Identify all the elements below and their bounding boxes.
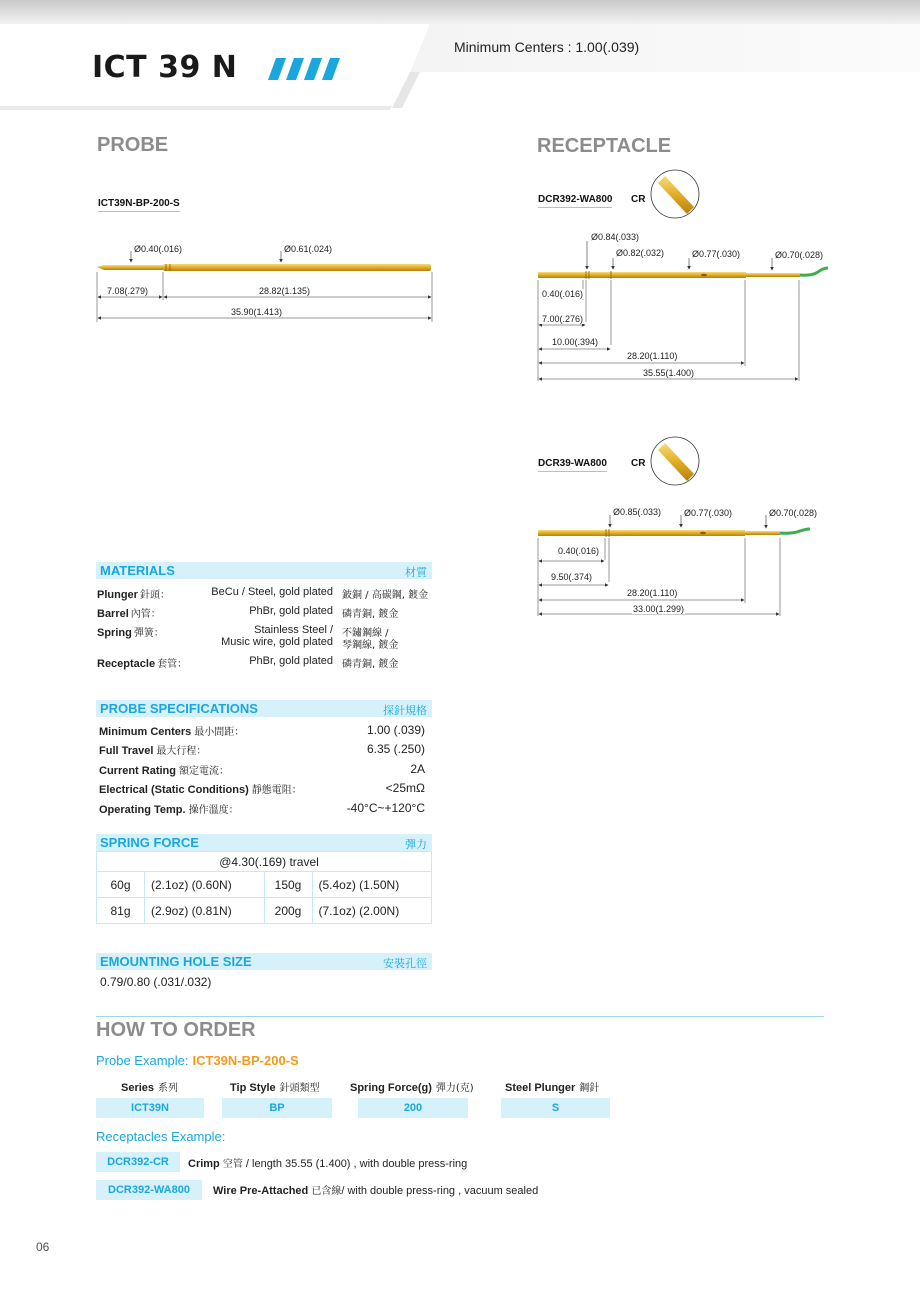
- r2-dim-l1: 0.40(.016): [558, 546, 600, 556]
- stripes-logo-icon: [268, 58, 348, 82]
- material-value-zh-line2: 琴鋼線, 鍍金: [342, 640, 399, 651]
- order-col-label-zh: 針頭類型: [279, 1083, 320, 1094]
- r1-dim-l3: 10.00(.394): [552, 337, 599, 347]
- receptacles-example-label: Receptacles Example:: [96, 1129, 226, 1144]
- r1-dim-l5: 35.55(1.400): [643, 368, 695, 378]
- receptacle-1-part-code: DCR392-WA800: [538, 194, 612, 208]
- spec-label: Full Travel: [99, 745, 154, 757]
- spring-force-title-zh: 彈力: [405, 838, 427, 851]
- order-col-label: Tip Style: [230, 1082, 276, 1094]
- spec-value: 6.35 (.250): [366, 742, 425, 756]
- spec-row-min-centers: [99, 723, 425, 738]
- r1-dim-l4: 28.20(1.110): [627, 351, 678, 361]
- order-col-series: [121, 1079, 178, 1094]
- material-label: Receptacle: [97, 658, 156, 670]
- spec-label: Minimum Centers: [99, 726, 192, 738]
- receptacle-1-cr-label: CR: [631, 194, 646, 205]
- receptacle-section-title: RECEPTACLE: [537, 135, 672, 157]
- probe-barrel-length: 28.82(1.135): [259, 286, 311, 296]
- order-value-tip-style: BP: [222, 1098, 332, 1118]
- r2-dim-l2: 9.50(.374): [551, 572, 593, 582]
- material-value-line2: Music wire, gold plated: [221, 636, 333, 648]
- receptacle-desc-bold: Wire Pre-Attached: [213, 1185, 309, 1197]
- r1-dim-d1: Ø0.84(.033): [591, 232, 640, 242]
- page-title: ICT 39 N: [92, 50, 238, 85]
- order-value-series: ICT39N: [96, 1098, 204, 1118]
- probe-part-code: ICT39N-BP-200-S: [98, 198, 180, 212]
- force-grams: 150g: [264, 872, 312, 898]
- spec-label-zh: 靜態電阻：: [251, 785, 302, 796]
- mounting-header: [96, 953, 432, 970]
- materials-title: MATERIALS: [100, 563, 175, 578]
- spec-value: <25mΩ: [385, 781, 425, 795]
- spec-value: -40°C~+120°C: [346, 801, 425, 815]
- force-values: (2.9oz) (0.81N): [145, 898, 265, 924]
- spec-label-zh: 最大行程：: [156, 746, 207, 757]
- material-value: PhBr, gold plated: [249, 655, 333, 667]
- r2-dim-l3: 28.20(1.110): [627, 588, 678, 598]
- material-label: Barrel: [97, 608, 129, 620]
- receptacle-desc-crimp: [188, 1155, 467, 1170]
- material-value-zh: 磷青銅, 鍍金: [342, 659, 399, 670]
- receptacle-desc-zh: 空管: [222, 1159, 243, 1170]
- material-value: Stainless Steel /: [254, 624, 333, 636]
- force-values: (2.1oz) (0.60N): [145, 872, 265, 898]
- probe-tip-length: 7.08(.279): [107, 286, 149, 296]
- spec-value: 2A: [410, 762, 425, 776]
- spec-row-electrical: [99, 781, 425, 796]
- material-label-zh: 內管：: [130, 609, 161, 620]
- spec-row-full-travel: [99, 742, 425, 757]
- spec-label-zh: 最小間距：: [194, 727, 245, 738]
- r2-dim-d3: Ø0.70(.028): [769, 508, 818, 518]
- order-value-spring-force: 200: [358, 1098, 468, 1118]
- order-col-label: Series: [121, 1082, 155, 1094]
- spec-label-zh: 額定電流：: [179, 766, 229, 777]
- receptacle-desc-bold: Crimp: [188, 1158, 220, 1170]
- specs-title: PROBE SPECIFICATIONS: [100, 701, 258, 716]
- material-value: PhBr, gold plated: [249, 605, 333, 617]
- material-label-zh: 彈簧：: [133, 628, 164, 639]
- probe-section-title: PROBE: [97, 134, 169, 156]
- material-value-zh: 不鏽鋼線 /: [342, 628, 389, 639]
- material-value: BeCu / Steel, gold plated: [211, 586, 333, 598]
- receptacle-desc-text: / with double press-ring , vacuum sealed: [341, 1185, 539, 1197]
- spec-row-operating-temp: [99, 801, 425, 816]
- order-col-label-zh: 系列: [158, 1083, 179, 1094]
- spec-row-current-rating: [99, 762, 425, 777]
- how-to-order-title: HOW TO ORDER: [96, 1019, 256, 1041]
- order-value-steel-plunger: S: [501, 1098, 610, 1118]
- receptacle-desc-zh: 已含線: [311, 1186, 342, 1197]
- spec-label: Electrical (Static Conditions): [99, 784, 249, 796]
- spring-force-travel-row: [97, 852, 432, 872]
- r1-dim-l2: 7.00(.276): [542, 314, 584, 324]
- spec-value: 1.00 (.039): [366, 723, 425, 737]
- r1-dim-l1: 0.40(.016): [542, 289, 584, 299]
- force-grams: 81g: [97, 898, 145, 924]
- r1-dim-d3: Ø0.77(.030): [692, 249, 741, 259]
- r2-dim-d2: Ø0.77(.030): [684, 508, 733, 518]
- receptacle-desc-text: / length 35.55 (1.400) , with double press-ring: [242, 1158, 468, 1170]
- receptacle-code-wire: DCR392-WA800: [96, 1180, 202, 1200]
- specs-header: [96, 700, 432, 717]
- material-value-zh: 鈹銅 / 高碳鋼, 鍍金: [342, 590, 429, 601]
- table-row: [97, 898, 432, 924]
- probe-example-label: Probe Example:: [96, 1053, 189, 1068]
- materials-title-zh: 材質: [405, 566, 427, 579]
- receptacle-2-part-code: DCR39-WA800: [538, 458, 607, 472]
- probe-example: [96, 1053, 299, 1068]
- force-values: (5.4oz) (1.50N): [312, 872, 432, 898]
- page-number: 06: [36, 1240, 50, 1254]
- r2-dim-d1: Ø0.85(.033): [613, 507, 662, 517]
- probe-barrel-diameter: Ø0.61(.024): [284, 244, 333, 254]
- r1-dim-d4: Ø0.70(.028): [775, 250, 824, 260]
- spring-force-header: [96, 834, 432, 851]
- specs-title-zh: 探針規格: [383, 704, 427, 717]
- spec-label-zh: 操作溫度：: [188, 805, 239, 816]
- order-col-spring-force: [350, 1079, 474, 1094]
- mounting-hole-value: 0.79/0.80 (.031/.032): [100, 975, 212, 989]
- material-value-zh: 磷青銅, 鍍金: [342, 609, 399, 620]
- spec-label: Operating Temp.: [99, 804, 186, 816]
- receptacle-desc-wire: [213, 1182, 538, 1197]
- order-col-label: Spring Force(g): [350, 1082, 432, 1094]
- material-label: Plunger: [97, 589, 138, 601]
- spring-force-title: SPRING FORCE: [100, 835, 199, 850]
- mounting-title-zh: 安裝孔徑: [383, 957, 427, 970]
- order-col-label-zh: 彈力(克): [435, 1083, 474, 1094]
- r1-dim-d2: Ø0.82(.032): [616, 248, 665, 258]
- probe-example-code: ICT39N-BP-200-S: [192, 1053, 299, 1068]
- order-col-label-zh: 鋼針: [579, 1083, 600, 1094]
- spring-force-table: [96, 851, 432, 924]
- probe-total-length: 35.90(1.413): [231, 307, 283, 317]
- order-col-steel-plunger: [505, 1079, 599, 1094]
- spec-label: Current Rating: [99, 765, 176, 777]
- r2-dim-l4: 33.00(1.299): [633, 604, 685, 614]
- force-values: (7.1oz) (2.00N): [312, 898, 432, 924]
- divider: [96, 1016, 824, 1017]
- order-col-tip-style: [230, 1079, 320, 1094]
- force-grams: 60g: [97, 872, 145, 898]
- material-label: Spring: [97, 627, 132, 639]
- minimum-centers-header: Minimum Centers : 1.00(.039): [454, 39, 640, 55]
- table-row: [97, 872, 432, 898]
- force-grams: 200g: [264, 898, 312, 924]
- receptacle-2-cr-label: CR: [631, 458, 646, 469]
- material-label-zh: 針頭：: [139, 590, 170, 601]
- materials-header: [96, 562, 432, 579]
- spring-force-travel: @4.30(.169) travel: [97, 852, 432, 872]
- receptacle-code-crimp: DCR392-CR: [96, 1152, 180, 1172]
- probe-tip-diameter: Ø0.40(.016): [134, 244, 183, 254]
- mounting-title: EMOUNTING HOLE SIZE: [100, 954, 252, 969]
- material-label-zh: 套管：: [157, 659, 188, 670]
- order-col-label: Steel Plunger: [505, 1082, 576, 1094]
